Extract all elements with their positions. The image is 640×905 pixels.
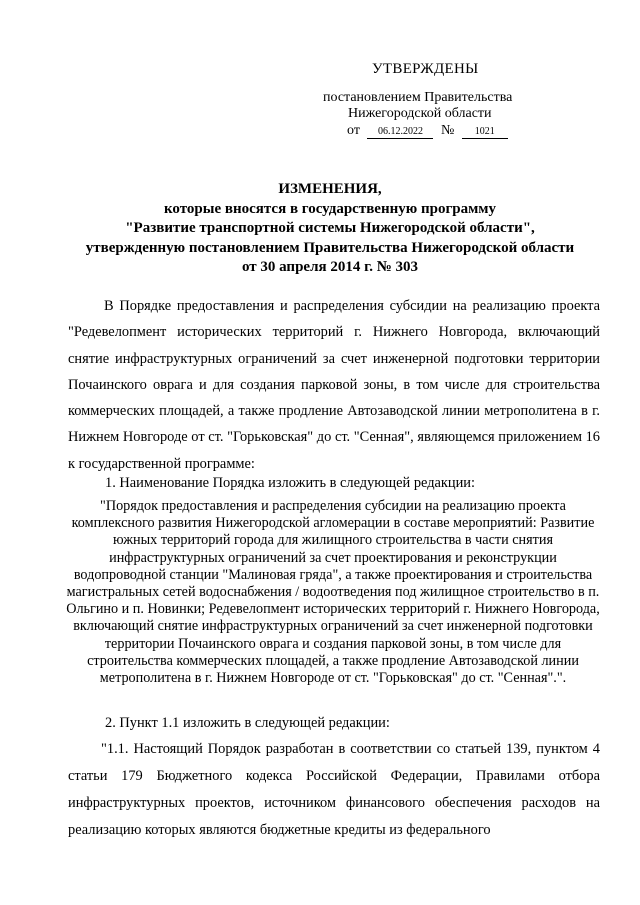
quoted-title: "Порядок предоставления и распределения субсидии на реализацию проекта комплексного развития Нижегородской агломерации в составе мероприятий: Развитие южных территорий города для жилищного строительства в части снятия инфраструктурных ограничений за счет проектирования и реконструкции водопроводной станции "Малиновая гряда", а также проектирования и строительства магистральных сетей водоснабжения / водоотведения под жилищное строительство в п. Ольгино и п. Новинки; Редевелопмент исторических территорий г. Нижнего Новгорода, включающий снятие инфраструктурных ограничений за счет инженерной подготовки территории Почаинского оврага и создания парковой зоны, в том числе для строительства коммерческих площадей, а также продление Автозаводской линии метрополитена в г. Нижнем Новгороде от ст. "Горьковская" до ст. "Сенная".". <box>66 498 600 687</box>
heading-line-3: "Развитие транспортной системы Нижегородской области", <box>125 220 535 236</box>
approval-number-label: № <box>440 123 455 138</box>
paragraph-item-2: 2. Пункт 1.1 изложить в следующей редакции: <box>105 715 390 731</box>
document-heading <box>60 180 600 278</box>
approval-number: 1021 <box>462 125 508 139</box>
paragraph-intro: В Порядке предоставления и распределения субсидии на реализацию проекта "Редевелопмент исторических территорий г. Нижнего Новгорода, включающий снятие инфраструктурных ограничений за счет инженерной подготовки территории Почаинского оврага и для создания парковой зоны, в том числе для строительства коммерческих площадей, а также продление Автозаводской линии метрополитена в г. Нижнем Новгороде от ст. "Горьковская" до ст. "Сенная", являющемся приложением 16 к государственной программе: <box>68 298 600 472</box>
approval-title: УТВЕРЖДЕНЫ <box>372 61 479 77</box>
paragraph-item-1: 1. Наименование Порядка изложить в следующей редакции: <box>105 475 476 491</box>
approval-by: постановлением Правительства <box>323 90 513 105</box>
heading-line-4: утвержденную постановлением Правительства Нижегородской области <box>85 239 575 256</box>
heading-line-2: которые вносятся в государственную программу <box>163 200 497 217</box>
approval-date-line <box>347 123 508 139</box>
approval-org: Нижегородской области <box>348 106 492 121</box>
approval-from-label: от <box>347 123 360 138</box>
heading-line-5: от 30 апреля 2014 г. № 303 <box>241 259 419 275</box>
approval-date: 06.12.2022 <box>367 125 433 139</box>
paragraph-clause-1-1: "1.1. Настоящий Порядок разработан в соответствии со статьей 139, пунктом 4 статьи 179 Бюджетного кодекса Российской Федерации, Правилами отбора инфраструктурных проектов, источником финансового обеспечения расходов на реализацию которых являются бюджетные кредиты из федерального <box>68 741 600 838</box>
heading-line-1: ИЗМЕНЕНИЯ, <box>278 181 382 197</box>
